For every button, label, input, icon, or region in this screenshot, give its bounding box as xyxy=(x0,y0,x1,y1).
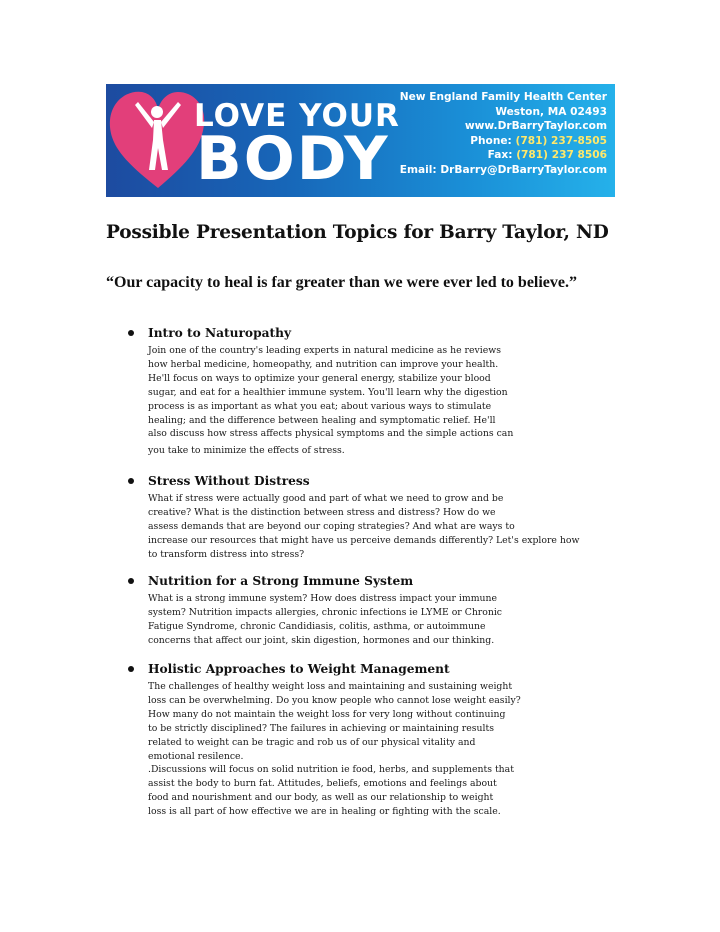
description-line: how herbal medicine, homeopathy, and nutrition can improve your health. xyxy=(148,358,499,370)
fax-row xyxy=(400,148,607,163)
topic-description xyxy=(148,680,521,819)
fax-number: (781) 237 8506 xyxy=(516,149,607,162)
heart-logo-icon xyxy=(108,88,208,192)
topic-title: Intro to Naturopathy xyxy=(148,326,292,340)
description-line: to be strictly disciplined? The failures in achieving or maintaining results xyxy=(148,722,494,734)
description-line: Join one of the country's leading experts in natural medicine as he reviews xyxy=(148,345,501,356)
topic-title: Stress Without Distress xyxy=(148,474,310,488)
quote: “Our capacity to heal is far greater than we were ever led to believe.” xyxy=(106,274,578,291)
contact-block xyxy=(400,90,607,178)
brand-line-2: BODY xyxy=(196,124,390,194)
phone-row xyxy=(400,134,607,149)
header-banner xyxy=(106,84,615,197)
topic-title: Nutrition for a Strong Immune System xyxy=(148,574,414,588)
phone-number[interactable]: (781) 237-8505 xyxy=(515,134,607,147)
description-line: The challenges of healthy weight loss and maintaining and sustaining weight xyxy=(148,681,513,692)
description-line: loss can be overwhelming. Do you know people who cannot lose weight easily? xyxy=(148,694,521,706)
description-line: to transform distress into stress? xyxy=(148,548,305,560)
description-line: He'll focus on ways to optimize your general energy, stabilize your blood xyxy=(148,372,491,384)
topic-description xyxy=(148,592,502,648)
bullet-icon xyxy=(128,478,134,484)
bullet-icon xyxy=(128,666,134,672)
brand-line-1: LOVE YOUR xyxy=(194,98,400,134)
description-line: related to weight can be tragic and rob us of our physical vitality and xyxy=(148,736,476,748)
description-line: system? Nutrition impacts allergies, chronic infections ie LYME or Chronic xyxy=(148,606,503,618)
topic-description xyxy=(148,344,513,458)
description-line: creative? What is the distinction between stress and distress? How do we xyxy=(148,506,496,518)
location: Weston, MA 02493 xyxy=(495,105,607,118)
description-line: What if stress were actually good and part of what we need to grow and be xyxy=(148,493,504,504)
organization-name: New England Family Health Center xyxy=(399,91,607,103)
description-line: sugar, and eat for a healthier immune system. You'll learn why the digestion xyxy=(148,386,508,398)
description-line: .Discussions will focus on solid nutrition ie food, herbs, and supplements that xyxy=(148,764,514,776)
email-row xyxy=(400,163,607,178)
description-line: How many do not maintain the weight loss for very long without continuing xyxy=(148,708,506,720)
description-line: process is as important as what you eat; about various ways to stimulate xyxy=(148,400,492,412)
bullet-icon xyxy=(128,578,134,584)
description-line: What is a strong immune system? How does distress impact your immune xyxy=(148,593,498,604)
description-line: assess demands that are beyond our coping strategies? And what are ways to xyxy=(148,520,515,532)
description-line: concerns that affect our joint, skin digestion, hormones and our thinking. xyxy=(148,634,495,646)
description-line: increase our resources that might have us perceive demands differently? Let's explore how xyxy=(148,534,580,546)
bullet-icon xyxy=(128,330,134,336)
description-line: assist the body to burn fat. Attitudes, beliefs, emotions and feelings about xyxy=(148,778,497,790)
email-address[interactable]: DrBarry@DrBarryTaylor.com xyxy=(440,163,607,176)
description-line: healing; and the difference between healing and symptomatic relief. He'll xyxy=(148,414,496,426)
phone-label: Phone: xyxy=(470,134,512,147)
description-line: food and nourishment and our body, as well as our relationship to weight xyxy=(148,792,494,804)
topic-title: Holistic Approaches to Weight Management xyxy=(148,662,450,676)
page-title: Possible Presentation Topics for Barry Taylor, ND xyxy=(106,222,609,243)
description-line: emotional resilence. xyxy=(148,750,244,762)
description-line: you take to minimize the effects of stress. xyxy=(148,445,345,457)
fax-label: Fax: xyxy=(487,149,513,162)
description-line: Fatigue Syndrome, chronic Candidiasis, colitis, asthma, or autoimmune xyxy=(148,620,486,632)
email-label: Email: xyxy=(399,163,437,176)
website-link[interactable]: www.DrBarryTaylor.com xyxy=(464,120,607,133)
description-line: loss is all part of how effective we are in healing or fighting with the scale. xyxy=(148,806,501,818)
topic-description xyxy=(148,492,579,562)
description-line: also discuss how stress affects physical symptoms and the simple actions can xyxy=(148,428,514,440)
